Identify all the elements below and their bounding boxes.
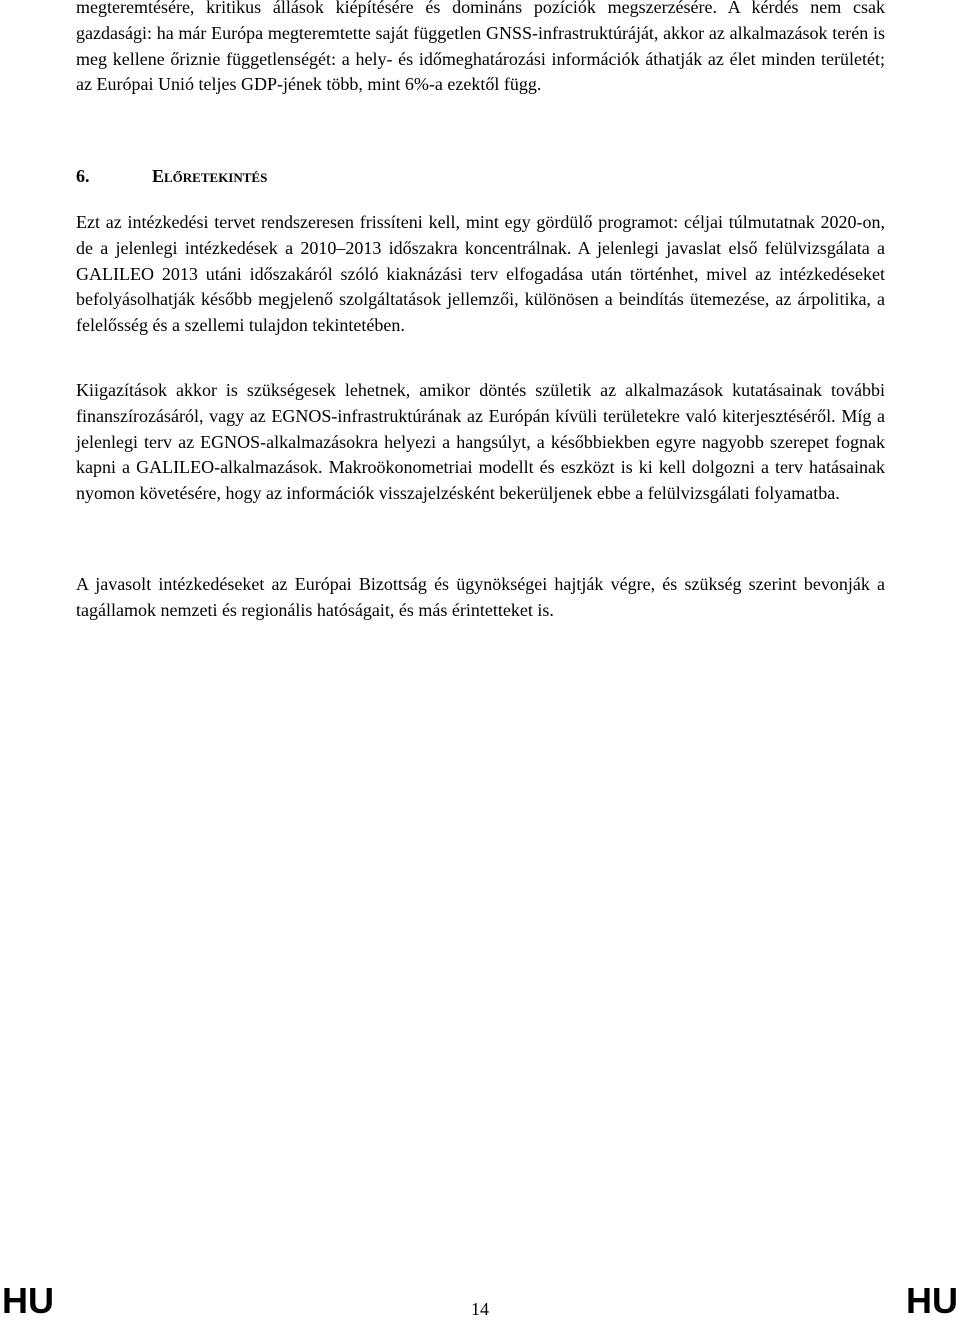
footer-language-right: HU [906, 1280, 958, 1321]
footer-language-left: HU [2, 1280, 54, 1321]
paragraph-3: Kiigazítások akkor is szükségesek lehetnek, amikor döntés születik az alkalmazások kutatásainak további finanszírozásáról, vagy az EGNOS-infrastruktúrának az Európán kívüli területekre való kiterjesztéséről. Míg a jelenlegi terv az EGNOS-alkalmazásokra helyezi a hangsúlyt, a későbbiekben egyre nagyobb szerepet fognak kapni a GALILEO-alkalmazások. Makroökonometriai modellt és eszközt is ki kell dolgozni a terv hatásainak nyomon követésére, hogy az információk visszajelzésként bekerüljenek ebbe a felülvizsgálati folyamatba. [76, 380, 885, 504]
section-number: 6. [76, 166, 90, 186]
paragraph-2: Ezt az intézkedési tervet rendszeresen frissíteni kell, mint egy gördülő programot: céljai túlmutatnak 2020-on, de a jelenlegi intézkedések a 2010–2013 időszakra koncentrálnak. A jelenlegi javaslat első felülvizsgálata a GALILEO 2013 utáni időszakáról szóló kiaknázási terv elfogadása után történhet, mivel az intézkedéseket befolyásolhatják később megjelenő szolgáltatások jellemzői, különösen a beindítás ütemezése, az árpolitika, a felelősség és a szellemi tulajdon tekintetében. [76, 212, 885, 336]
section-heading [76, 164, 885, 189]
section-title: Előretekintés [152, 166, 268, 186]
paragraph-4: A javasolt intézkedéseket az Európai Bizottság és ügynökségei hajtják végre, és szükség szerint bevonják a tagállamok nemzeti és regionális hatóságait, és más érintetteket is. [76, 574, 885, 620]
page-number: 14 [471, 1299, 489, 1319]
paragraph-continued: megteremtésére, kritikus állások kiépítésére és domináns pozíciók megszerzésére. A kérdés nem csak gazdasági: ha már Európa megteremtette saját független GNSS-infrastruktúráját, akkor az alkalmazások terén is meg kellene őriznie függetlenségét: a hely- és időmeghatározási információk áthatják az élet minden területét; az Európai Unió teljes GDP-jének több, mint 6%-a ezektől függ. [76, 0, 885, 95]
